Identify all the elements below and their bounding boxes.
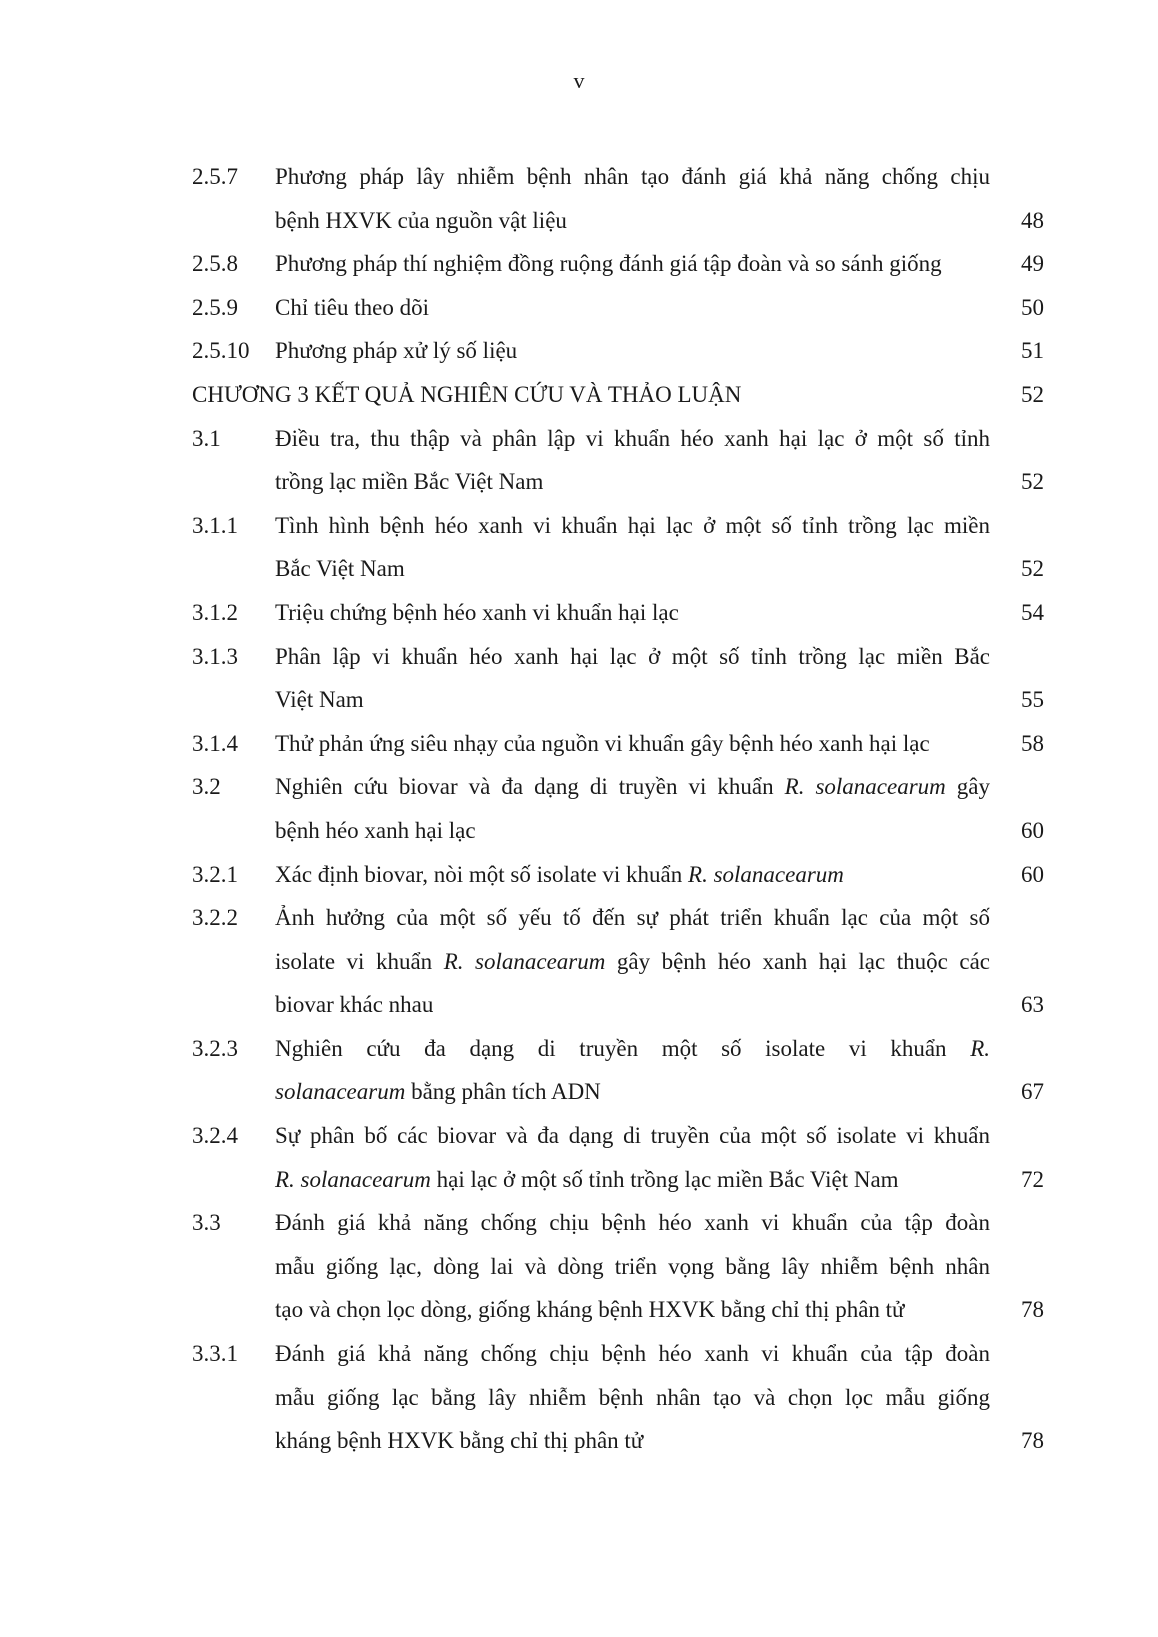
toc-page-number: 67	[1021, 1079, 1044, 1105]
title-text: Chỉ tiêu theo dõi	[275, 294, 429, 320]
toc-entry-line	[192, 242, 1044, 286]
toc-entry[interactable]	[192, 1114, 1044, 1201]
toc-entry-line	[192, 1376, 1044, 1420]
toc-entry[interactable]	[192, 1201, 1044, 1332]
title-text: Tình hình bệnh héo xanh vi khuẩn hại lạc ở một số tỉnh trồng lạc miền	[275, 512, 990, 538]
title-text: Việt Nam	[275, 687, 364, 713]
title-text: gây bệnh héo xanh hại lạc thuộc các	[605, 948, 990, 974]
toc-page-number: 52	[1021, 381, 1044, 407]
toc-section-title	[275, 1288, 990, 1332]
toc-section-title	[275, 722, 990, 766]
toc-section-title	[275, 765, 990, 809]
toc-chapter-heading[interactable]	[192, 373, 1044, 417]
toc-entry[interactable]	[192, 896, 1044, 1027]
toc-section-number: 3.1.2	[192, 599, 238, 625]
toc-section-number: 3.2.4	[192, 1123, 238, 1149]
toc-page-number: 60	[1021, 861, 1044, 887]
title-text: Đánh giá khả năng chống chịu bệnh héo xanh vi khuẩn của tập đoàn	[275, 1341, 990, 1367]
title-text: Ảnh hưởng của một số yếu tố đến sự phát triển khuẩn lạc của một số	[275, 905, 990, 931]
toc-entry[interactable]	[192, 242, 1044, 286]
toc-entry-line	[192, 635, 1044, 679]
toc-entry[interactable]	[192, 635, 1044, 722]
toc-section-title	[275, 417, 990, 461]
title-text: hại lạc ở một số tỉnh trồng lạc miền Bắc Việt Nam	[430, 1166, 899, 1192]
species-name-italic: R. solanacearum	[443, 948, 606, 974]
toc-page-number: 55	[1021, 687, 1044, 713]
toc-entry-line	[192, 809, 1044, 853]
toc-section-title	[275, 329, 990, 373]
toc-section-number: 3.1.1	[192, 512, 238, 538]
toc-section-title	[275, 1376, 990, 1420]
toc-section-title	[275, 199, 990, 243]
toc-section-title	[275, 678, 990, 722]
toc-entry-line	[192, 765, 1044, 809]
title-text: biovar khác nhau	[275, 992, 434, 1018]
title-text: Xác định biovar, nòi một số isolate vi khuẩn	[275, 861, 689, 887]
toc-entry-line	[192, 1419, 1044, 1463]
toc-entry-line	[192, 199, 1044, 243]
toc-entry-line	[192, 896, 1044, 940]
toc-entry-line	[192, 678, 1044, 722]
toc-section-number: 2.5.7	[192, 164, 238, 189]
toc-entry-line	[192, 591, 1044, 635]
toc-entry-line	[192, 1027, 1044, 1071]
toc-page-number: 78	[1021, 1297, 1044, 1323]
title-text: mẫu giống lạc, dòng lai và dòng triển vọng bằng lây nhiễm bệnh nhân	[275, 1253, 990, 1279]
toc-page-number: 60	[1021, 817, 1044, 843]
toc-entry-line	[192, 1114, 1044, 1158]
title-text: trồng lạc miền Bắc Việt Nam	[275, 469, 544, 495]
toc-section-title	[275, 1158, 990, 1202]
title-text: Phương pháp lây nhiễm bệnh nhân tạo đánh giá khả năng chống chịu	[275, 164, 990, 189]
toc-section-title	[275, 809, 990, 853]
toc-section-title	[275, 1027, 990, 1071]
toc-section-number: 3.2.3	[192, 1035, 238, 1061]
toc-entry[interactable]	[192, 1027, 1044, 1114]
toc-entry-line	[192, 417, 1044, 461]
toc-section-title	[275, 1201, 990, 1245]
title-text: Thử phản ứng siêu nhạy của nguồn vi khuẩn gây bệnh héo xanh hại lạc	[275, 730, 930, 756]
toc-entry[interactable]	[192, 1332, 1044, 1463]
toc-section-number: 2.5.8	[192, 251, 238, 277]
toc-entry[interactable]	[192, 329, 1044, 373]
title-text: Triệu chứng bệnh héo xanh vi khuẩn hại lạc	[275, 599, 679, 625]
toc-entry-line	[192, 286, 1044, 330]
title-text: Nghiên cứu đa dạng di truyền một số isolate vi khuẩn	[275, 1035, 971, 1061]
species-name-italic: R. solanacearum	[784, 774, 946, 800]
title-text: Nghiên cứu biovar và đa dạng di truyền vi khuẩn	[275, 774, 785, 800]
title-text: CHƯƠNG 3 KẾT QUẢ NGHIÊN CỨU VÀ THẢO LUẬN	[192, 381, 742, 407]
toc-section-title	[275, 1245, 990, 1289]
toc-section-title	[275, 635, 990, 679]
toc-page-number: 54	[1021, 599, 1044, 625]
toc-section-title	[275, 896, 990, 940]
toc-section-title	[275, 1332, 990, 1376]
toc-page-number: 72	[1021, 1166, 1044, 1192]
toc-section-number: 3.2	[192, 774, 221, 800]
toc-page-number: 48	[1021, 207, 1044, 233]
toc-section-number: 3.1.4	[192, 730, 238, 756]
toc-entry-line	[192, 329, 1044, 373]
toc-entry-line	[192, 1201, 1044, 1245]
toc-entry-line	[192, 940, 1044, 984]
title-text: Đánh giá khả năng chống chịu bệnh héo xanh vi khuẩn của tập đoàn	[275, 1210, 990, 1236]
toc-page-number: 51	[1021, 338, 1044, 364]
title-text: Điều tra, thu thập và phân lập vi khuẩn héo xanh hại lạc ở một số tỉnh	[275, 425, 990, 451]
title-text: gây	[945, 774, 991, 800]
toc-entry-line	[192, 853, 1044, 897]
toc-section-number: 3.1	[192, 425, 221, 451]
toc-page-number: 63	[1021, 992, 1044, 1018]
title-text: bệnh héo xanh hại lạc	[275, 817, 476, 843]
toc-page-number: 50	[1021, 294, 1044, 320]
toc-section-title	[275, 1070, 990, 1114]
title-text: Sự phân bố các biovar và đa dạng di truyền của một số isolate vi khuẩn	[275, 1123, 990, 1149]
toc-page-number: 52	[1021, 469, 1044, 495]
toc-section-number: 3.1.3	[192, 643, 238, 669]
toc-section-title	[275, 1419, 990, 1463]
toc-entry[interactable]	[192, 591, 1044, 635]
toc-section-title	[275, 940, 990, 984]
toc-section-title	[275, 1114, 990, 1158]
toc-section-number: 3.3.1	[192, 1341, 238, 1367]
toc-section-title	[275, 547, 990, 591]
toc-entry-line	[192, 1245, 1044, 1289]
toc-section-number: 3.2.2	[192, 905, 238, 931]
toc-section-title	[275, 591, 990, 635]
page-number: v	[573, 68, 585, 93]
toc-entry-line	[192, 722, 1044, 766]
toc-section-title	[192, 373, 990, 417]
toc-section-title	[275, 286, 990, 330]
toc-section-title	[275, 853, 990, 897]
toc-page-number: 52	[1021, 556, 1044, 582]
title-text: bằng phân tích ADN	[405, 1079, 601, 1105]
title-text: kháng bệnh HXVK bằng chỉ thị phân tử	[275, 1428, 644, 1454]
toc-section-number: 2.5.9	[192, 294, 238, 320]
table-of-contents	[192, 155, 1044, 1463]
toc-section-title	[275, 983, 990, 1027]
toc-entry-line	[192, 504, 1044, 548]
title-text: Bắc Việt Nam	[275, 556, 405, 582]
toc-entry-line	[192, 547, 1044, 591]
species-name-italic: solanacearum	[275, 1079, 406, 1105]
toc-entry[interactable]	[192, 504, 1044, 591]
title-text: isolate vi khuẩn	[275, 948, 444, 974]
toc-section-title	[275, 155, 990, 199]
toc-entry-line	[192, 155, 1044, 199]
toc-section-number: 3.2.1	[192, 861, 238, 887]
toc-section-title	[275, 460, 990, 504]
title-text: Phương pháp xử lý số liệu	[275, 338, 518, 364]
species-name-italic: R. solanacearum	[275, 1166, 431, 1192]
toc-entry[interactable]	[192, 286, 1044, 330]
toc-section-number: 3.3	[192, 1210, 221, 1236]
toc-entry-line	[192, 983, 1044, 1027]
toc-page-number: 58	[1021, 730, 1044, 756]
toc-section-title	[275, 504, 990, 548]
species-name-italic: R. solanacearum	[688, 861, 844, 887]
toc-page-number: 78	[1021, 1428, 1044, 1454]
title-text: bệnh HXVK của nguồn vật liệu	[275, 207, 567, 233]
toc-entry-line	[192, 1332, 1044, 1376]
toc-entry-line	[192, 1158, 1044, 1202]
toc-entry[interactable]	[192, 765, 1044, 852]
species-name-italic: R.	[970, 1035, 990, 1061]
toc-entry[interactable]	[192, 853, 1044, 897]
toc-section-number: 2.5.10	[192, 338, 250, 364]
title-text: Phương pháp thí nghiệm đồng ruộng đánh giá tập đoàn và so sánh giống	[275, 251, 942, 277]
title-text: Phân lập vi khuẩn héo xanh hại lạc ở một số tỉnh trồng lạc miền Bắc	[275, 643, 990, 669]
toc-entry[interactable]	[192, 155, 1044, 242]
title-text: tạo và chọn lọc dòng, giống kháng bệnh HXVK bằng chỉ thị phân tử	[275, 1297, 905, 1323]
toc-page-number: 49	[1021, 251, 1044, 277]
toc-entry-line	[192, 373, 1044, 417]
title-text: mẫu giống lạc bằng lây nhiễm bệnh nhân tạo và chọn lọc mẫu giống	[275, 1384, 990, 1410]
toc-section-title	[275, 242, 990, 286]
toc-entry-line	[192, 460, 1044, 504]
toc-entry-line	[192, 1070, 1044, 1114]
toc-entry[interactable]	[192, 722, 1044, 766]
toc-entry-line	[192, 1288, 1044, 1332]
toc-entry[interactable]	[192, 417, 1044, 504]
